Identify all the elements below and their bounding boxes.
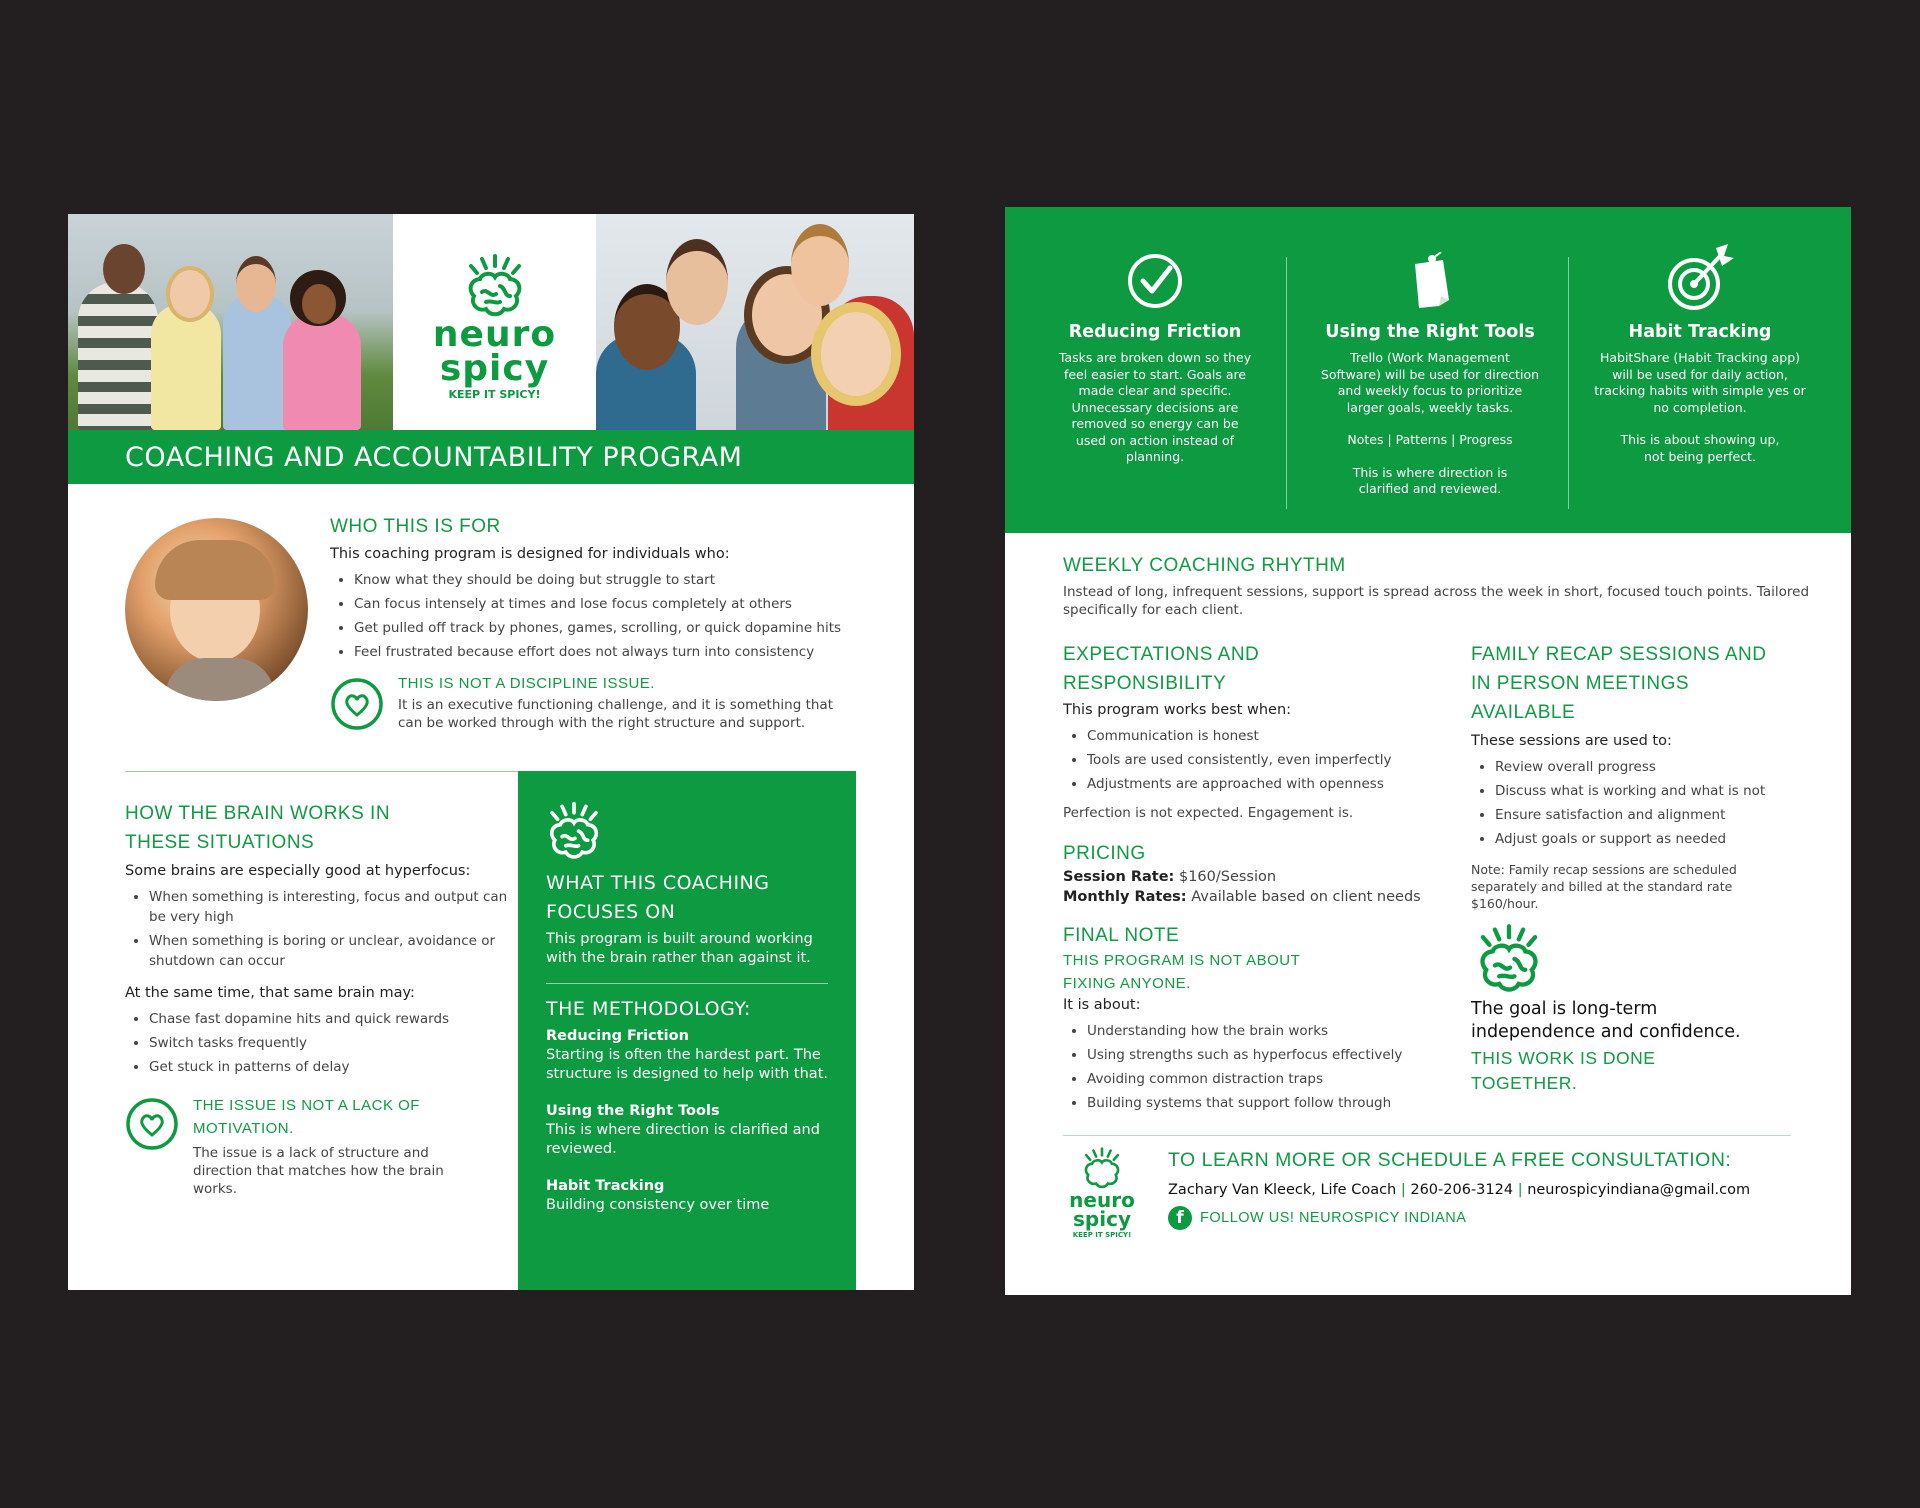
method-name: Habit Tracking bbox=[546, 1178, 665, 1194]
pricing-monthly bbox=[1063, 887, 1443, 907]
program-banner bbox=[68, 430, 914, 484]
list-item: • Discuss what is working and what is not bbox=[1495, 781, 1791, 801]
list-item: • Adjustments are approached with openness bbox=[1087, 774, 1443, 794]
expect-note: Perfection is not expected. Engagement is. bbox=[1063, 805, 1354, 821]
separator: | bbox=[1400, 1182, 1406, 1198]
family-note: Note: Family recap sessions are scheduled separately and billed at the standard rate $160/hour. bbox=[1471, 862, 1737, 911]
list-item: • Avoiding common distraction traps bbox=[1087, 1069, 1443, 1089]
session-label: Session Rate: bbox=[1063, 869, 1175, 885]
email-link[interactable]: neurospicyindiana@gmail.com bbox=[1527, 1182, 1751, 1198]
final-intro: It is about: bbox=[1063, 997, 1141, 1013]
callout-text: The issue is a lack of structure and direction that matches how the brain works. bbox=[193, 1145, 444, 1197]
who-title: WHO THIS IS FOR bbox=[330, 516, 501, 537]
heart-icon bbox=[330, 677, 384, 731]
list-item: • Understanding how the brain works bbox=[1087, 1021, 1443, 1041]
brain-icon bbox=[460, 254, 530, 320]
goal-together: THIS WORK IS DONE TOGETHER. bbox=[1471, 1048, 1656, 1093]
band-divider bbox=[1286, 257, 1287, 509]
brand-tagline: KEEP IT SPICY! bbox=[448, 388, 541, 401]
expect-title: EXPECTATIONS AND RESPONSIBILITY bbox=[1063, 644, 1260, 694]
pricing-title: PRICING bbox=[1063, 843, 1146, 864]
phone-link[interactable]: 260-206-3124 bbox=[1410, 1182, 1514, 1198]
contact-block bbox=[1168, 1149, 1838, 1230]
method-list bbox=[546, 1027, 836, 1215]
list-item: • Chase fast dopamine hits and quick rewards bbox=[149, 1009, 515, 1029]
monthly-value: Available based on client needs bbox=[1186, 889, 1421, 905]
brand-line2: spicy bbox=[439, 348, 550, 389]
brand-logo bbox=[393, 214, 596, 430]
final-subtitle: THIS PROGRAM IS NOT ABOUT FIXING ANYONE. bbox=[1063, 952, 1300, 992]
list-item: • Get pulled off track by phones, games, scrolling, or quick dopamine hits bbox=[354, 618, 890, 638]
list-item: • Communication is honest bbox=[1087, 726, 1443, 746]
kids-photo bbox=[68, 214, 393, 430]
expect-list bbox=[1063, 726, 1443, 794]
family-section bbox=[1471, 640, 1791, 1096]
facebook-icon: f bbox=[1168, 1206, 1192, 1230]
final-list bbox=[1063, 1021, 1443, 1113]
list-item: • When something is interesting, focus and output can be very high bbox=[149, 887, 515, 927]
card-text2: Notes | Patterns | Progress bbox=[1347, 432, 1513, 447]
method-card-tools bbox=[1310, 252, 1550, 498]
list-item: • Review overall progress bbox=[1495, 757, 1791, 777]
expect-intro: This program works best when: bbox=[1063, 702, 1292, 718]
list-item: • Get stuck in patterns of delay bbox=[149, 1057, 515, 1077]
callout-title: THIS IS NOT A DISCIPLINE ISSUE. bbox=[398, 675, 655, 692]
method-item bbox=[546, 1027, 836, 1084]
final-title: FINAL NOTE bbox=[1063, 925, 1180, 946]
separator: | bbox=[1517, 1182, 1523, 1198]
follow-text: FOLLOW US! NEUROSPICY INDIANA bbox=[1200, 1210, 1467, 1226]
method-text: This is where direction is clarified and reviewed. bbox=[546, 1122, 820, 1157]
list-item: • Using strengths such as hyperfocus effectively bbox=[1087, 1045, 1443, 1065]
discipline-callout bbox=[398, 675, 838, 732]
contact-line bbox=[1168, 1182, 1838, 1198]
method-card-friction bbox=[1055, 252, 1255, 466]
check-circle-icon bbox=[1126, 252, 1184, 310]
brand-line1: neuro bbox=[432, 314, 557, 355]
flyer-page-back bbox=[1005, 207, 1851, 1295]
notes-icon bbox=[1405, 252, 1455, 310]
brain-icon bbox=[542, 801, 606, 863]
goal-text: The goal is long-term independence and confidence. bbox=[1471, 999, 1741, 1042]
brain-title: HOW THE BRAIN WORKS IN THESE SITUATIONS bbox=[125, 803, 391, 853]
brain-list bbox=[125, 887, 515, 971]
methods-band bbox=[1005, 207, 1851, 533]
focus-divider bbox=[546, 983, 828, 984]
brain-icon bbox=[1471, 924, 1547, 996]
expect-section bbox=[1063, 640, 1443, 1117]
coach-name: Zachary Van Kleeck, Life Coach bbox=[1168, 1182, 1397, 1198]
focus-title: WHAT THIS COACHING FOCUSES ON bbox=[546, 872, 770, 923]
motivation-callout bbox=[193, 1094, 463, 1198]
card-title: Reducing Friction bbox=[1068, 322, 1242, 342]
list-item: • Switch tasks frequently bbox=[149, 1033, 515, 1053]
brain-section bbox=[125, 799, 515, 1081]
card-text: Trello (Work Management Software) will be used for direction and weekly focus to prioritize larger goals, weekly tasks. bbox=[1320, 350, 1540, 415]
brand-line1: neuro bbox=[1069, 1188, 1135, 1212]
focus-text: This program is built around working with the brain rather than against it. bbox=[546, 931, 813, 966]
who-section bbox=[330, 516, 890, 666]
footer-logo bbox=[1057, 1135, 1147, 1245]
brand-tagline: KEEP IT SPICY! bbox=[1072, 1231, 1132, 1239]
card-title: Habit Tracking bbox=[1628, 322, 1772, 342]
banner-title: COACHING AND ACCOUNTABILITY PROGRAM bbox=[125, 442, 743, 473]
rhythm-section bbox=[1063, 555, 1823, 619]
who-list bbox=[330, 570, 890, 662]
footer-divider bbox=[1063, 1135, 1791, 1136]
target-icon bbox=[1662, 242, 1738, 312]
list-item: • Can focus intensely at times and lose focus completely at others bbox=[354, 594, 890, 614]
family-intro: These sessions are used to: bbox=[1471, 733, 1672, 749]
who-intro: This coaching program is designed for individuals who: bbox=[330, 546, 730, 562]
list-item: • When something is boring or unclear, avoidance or shutdown can occur bbox=[149, 931, 515, 971]
follow-line[interactable] bbox=[1168, 1206, 1838, 1230]
section-divider bbox=[125, 771, 575, 772]
list-item: • Feel frustrated because effort does not always turn into consistency bbox=[354, 642, 890, 662]
family-list bbox=[1471, 757, 1791, 849]
card-text3: This is where direction is clarified and reviewed. bbox=[1352, 464, 1508, 496]
rhythm-title: WEEKLY COACHING RHYTHM bbox=[1063, 555, 1346, 576]
list-item: • Ensure satisfaction and alignment bbox=[1495, 805, 1791, 825]
focus-panel bbox=[518, 771, 856, 1290]
list-item: • Know what they should be doing but struggle to start bbox=[354, 570, 890, 590]
rhythm-text: Instead of long, infrequent sessions, support is spread across the week in short, focused touch points. Tailored specifically for each client. bbox=[1063, 584, 1810, 618]
card-text: Tasks are broken down so they feel easier to start. Goals are made clear and specific. Unnecessary decisions are removed so energy can be used on action instead of planning. bbox=[1058, 350, 1252, 464]
card-text2: This is about showing up, not being perfect. bbox=[1620, 432, 1780, 464]
pricing-session bbox=[1063, 867, 1443, 887]
method-text: Building consistency over time bbox=[546, 1197, 770, 1213]
brain-intro: Some brains are especially good at hyperfocus: bbox=[125, 863, 471, 879]
card-text: HabitShare (Habit Tracking app) will be used for daily action, tracking habits with simple yes or no completion. bbox=[1594, 350, 1806, 415]
callout-title: THE ISSUE IS NOT A LACK OF MOTIVATION. bbox=[193, 1097, 420, 1137]
method-card-habit bbox=[1590, 242, 1810, 465]
family-title: FAMILY RECAP SESSIONS AND IN PERSON MEETINGS AVAILABLE bbox=[1471, 644, 1767, 723]
teens-photo bbox=[596, 214, 914, 430]
card-title: Using the Right Tools bbox=[1325, 322, 1535, 342]
brain-list2 bbox=[125, 1009, 515, 1077]
brand-line2: spicy bbox=[1073, 1207, 1131, 1231]
band-divider bbox=[1568, 257, 1569, 509]
brain-icon bbox=[1079, 1147, 1125, 1191]
method-name: Reducing Friction bbox=[546, 1028, 689, 1044]
method-item bbox=[546, 1177, 836, 1215]
method-title: THE METHODOLOGY: bbox=[546, 998, 751, 1020]
list-item: • Adjust goals or support as needed bbox=[1495, 829, 1791, 849]
list-item: • Tools are used consistently, even imperfectly bbox=[1087, 750, 1443, 770]
monthly-label: Monthly Rates: bbox=[1063, 889, 1187, 905]
heart-icon bbox=[125, 1097, 179, 1151]
method-name: Using the Right Tools bbox=[546, 1103, 720, 1119]
session-value: $160/Session bbox=[1174, 869, 1277, 885]
flyer-page-front bbox=[68, 214, 914, 1290]
brain-intro2: At the same time, that same brain may: bbox=[125, 985, 415, 1001]
contact-title: TO LEARN MORE OR SCHEDULE A FREE CONSULTATION: bbox=[1168, 1149, 1732, 1171]
list-item: • Building systems that support follow through bbox=[1087, 1093, 1443, 1113]
child-portrait bbox=[125, 518, 308, 701]
method-item bbox=[546, 1102, 836, 1159]
method-text: Starting is often the hardest part. The structure is designed to help with that. bbox=[546, 1047, 828, 1082]
callout-text: It is an executive functioning challenge, and it is something that can be worked through with the right structure and support. bbox=[398, 697, 833, 731]
